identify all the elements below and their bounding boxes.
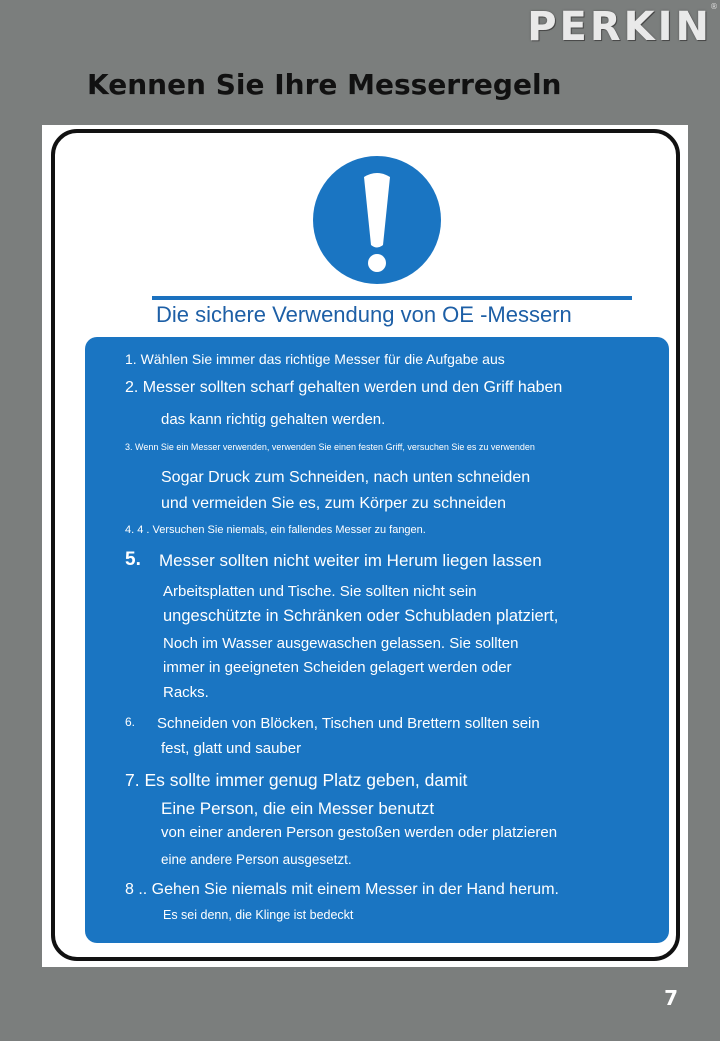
rule-line: Schneiden von Blöcken, Tischen und Brettern sollten sein [157, 715, 540, 732]
rule-line: Es sei denn, die Klinge ist bedeckt [163, 908, 354, 922]
rule-line: Noch im Wasser ausgewaschen gelassen. Sie sollten [163, 635, 519, 652]
safety-sign [42, 125, 688, 967]
rule-line: 1. Wählen Sie immer das richtige Messer für die Aufgabe aus [125, 351, 505, 367]
rule-line: eine andere Person ausgesetzt. [161, 852, 352, 867]
sign-heading: Die sichere Verwendung von OE -Messern [152, 296, 632, 326]
rule-line: Arbeitsplatten und Tische. Sie sollten nicht sein [163, 583, 477, 600]
rule-number: 5. [125, 549, 141, 570]
rule-line: ungeschützte in Schränken oder Schubladen platziert, [163, 607, 559, 625]
rule-line: Racks. [163, 684, 209, 701]
rule-line: 4. 4 . Versuchen Sie niemals, ein fallendes Messer zu fangen. [125, 524, 426, 536]
page-number: 7 [664, 986, 678, 1010]
rule-line: das kann richtig gehalten werden. [161, 411, 386, 428]
perkin-logo: PERKIN [527, 4, 712, 50]
rule-line: 3. Wenn Sie ein Messer verwenden, verwenden Sie einen festen Griff, versuchen Sie es zu verwenden [125, 442, 535, 452]
rule-line: immer in geeigneten Scheiden gelagert werden oder [163, 659, 512, 676]
rule-line: Sogar Druck zum Schneiden, nach unten schneiden [161, 469, 531, 486]
exclamation-icon [312, 155, 442, 285]
rules-panel [85, 337, 669, 943]
rule-line: Messer sollten nicht weiter im Herum liegen lassen [159, 551, 542, 570]
rule-line: und vermeiden Sie es, zum Körper zu schneiden [161, 495, 507, 512]
rule-line: 8 .. Gehen Sie niemals mit einem Messer in der Hand herum. [125, 881, 559, 898]
rule-line: fest, glatt und sauber [161, 740, 302, 757]
registered-mark: ® [710, 2, 718, 11]
rule-line: 2. Messer sollten scharf gehalten werden und den Griff haben [125, 379, 563, 396]
rule-line: Eine Person, die ein Messer benutzt [161, 799, 435, 818]
page-title: Kennen Sie Ihre Messerregeln [87, 68, 562, 101]
rule-line: von einer anderen Person gestoßen werden oder platzieren [161, 824, 558, 841]
rule-line: 7. Es sollte immer genug Platz geben, damit [125, 770, 468, 790]
sign-border [51, 129, 680, 961]
rule-number: 6. [125, 715, 136, 729]
